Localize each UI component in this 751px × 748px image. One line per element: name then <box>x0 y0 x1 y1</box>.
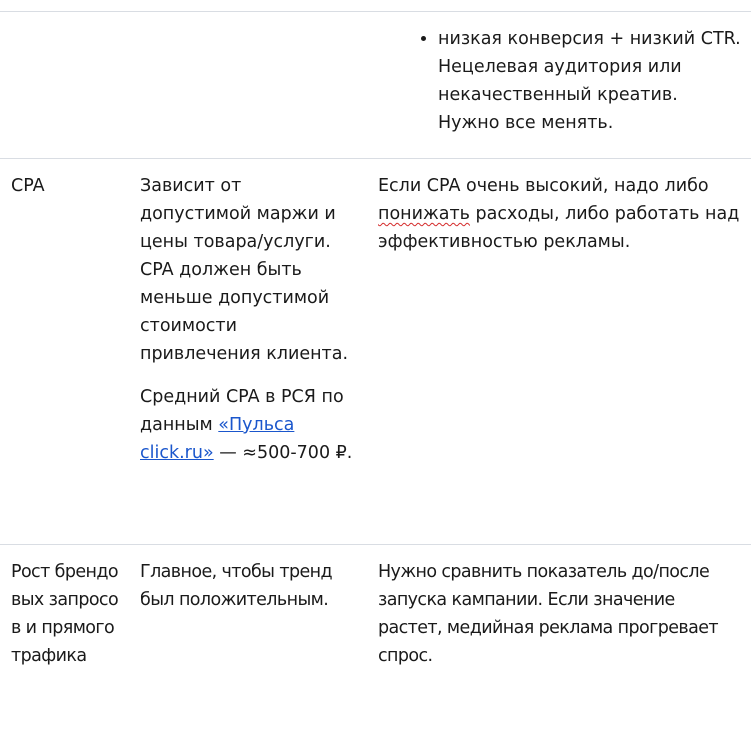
pulse-clickru-link[interactable]: «Пульса click.ru» <box>140 415 294 463</box>
interpretation-cell: Нужно сравнить показатель до/после запуска кампании. Если значение растет, медийная реклама прогревает спрос. <box>367 545 751 748</box>
metric-cell <box>0 12 129 159</box>
norm-cell <box>129 159 367 545</box>
metric-cell: Рост брендовых запросов и прямого трафика <box>0 545 129 748</box>
list-item: • низкая конверсия + низкий CTR. Нецелевая аудитория или некачественный креатив. Нужно все менять. <box>438 25 741 137</box>
norm-paragraph-average <box>140 383 357 467</box>
text: — ≈500-700 ₽. <box>214 443 353 463</box>
table-row <box>0 12 751 159</box>
norm-cell: Главное, чтобы тренд был положительным. <box>129 545 367 748</box>
metric-cell: CPA <box>0 159 129 545</box>
interpretation-cell <box>367 12 751 159</box>
bullet-list <box>378 25 741 137</box>
text: расходы, либо работать над эффективностью рекламы. <box>378 204 739 252</box>
norm-cell <box>129 12 367 159</box>
misspelled-word[interactable]: понижать <box>378 204 470 224</box>
table-row <box>0 159 751 545</box>
text: Средний CPA в РСЯ по данным <box>140 387 344 435</box>
norm-paragraph: Зависит от допустимой маржи и цены товара/услуги. CPA должен быть меньше допустимой стоимости привлечения клиента. <box>140 172 357 368</box>
table-row <box>0 545 751 748</box>
text: Если CPA очень высокий, надо либо <box>378 176 709 196</box>
interpretation-cell <box>367 159 751 545</box>
metrics-table <box>0 11 751 748</box>
